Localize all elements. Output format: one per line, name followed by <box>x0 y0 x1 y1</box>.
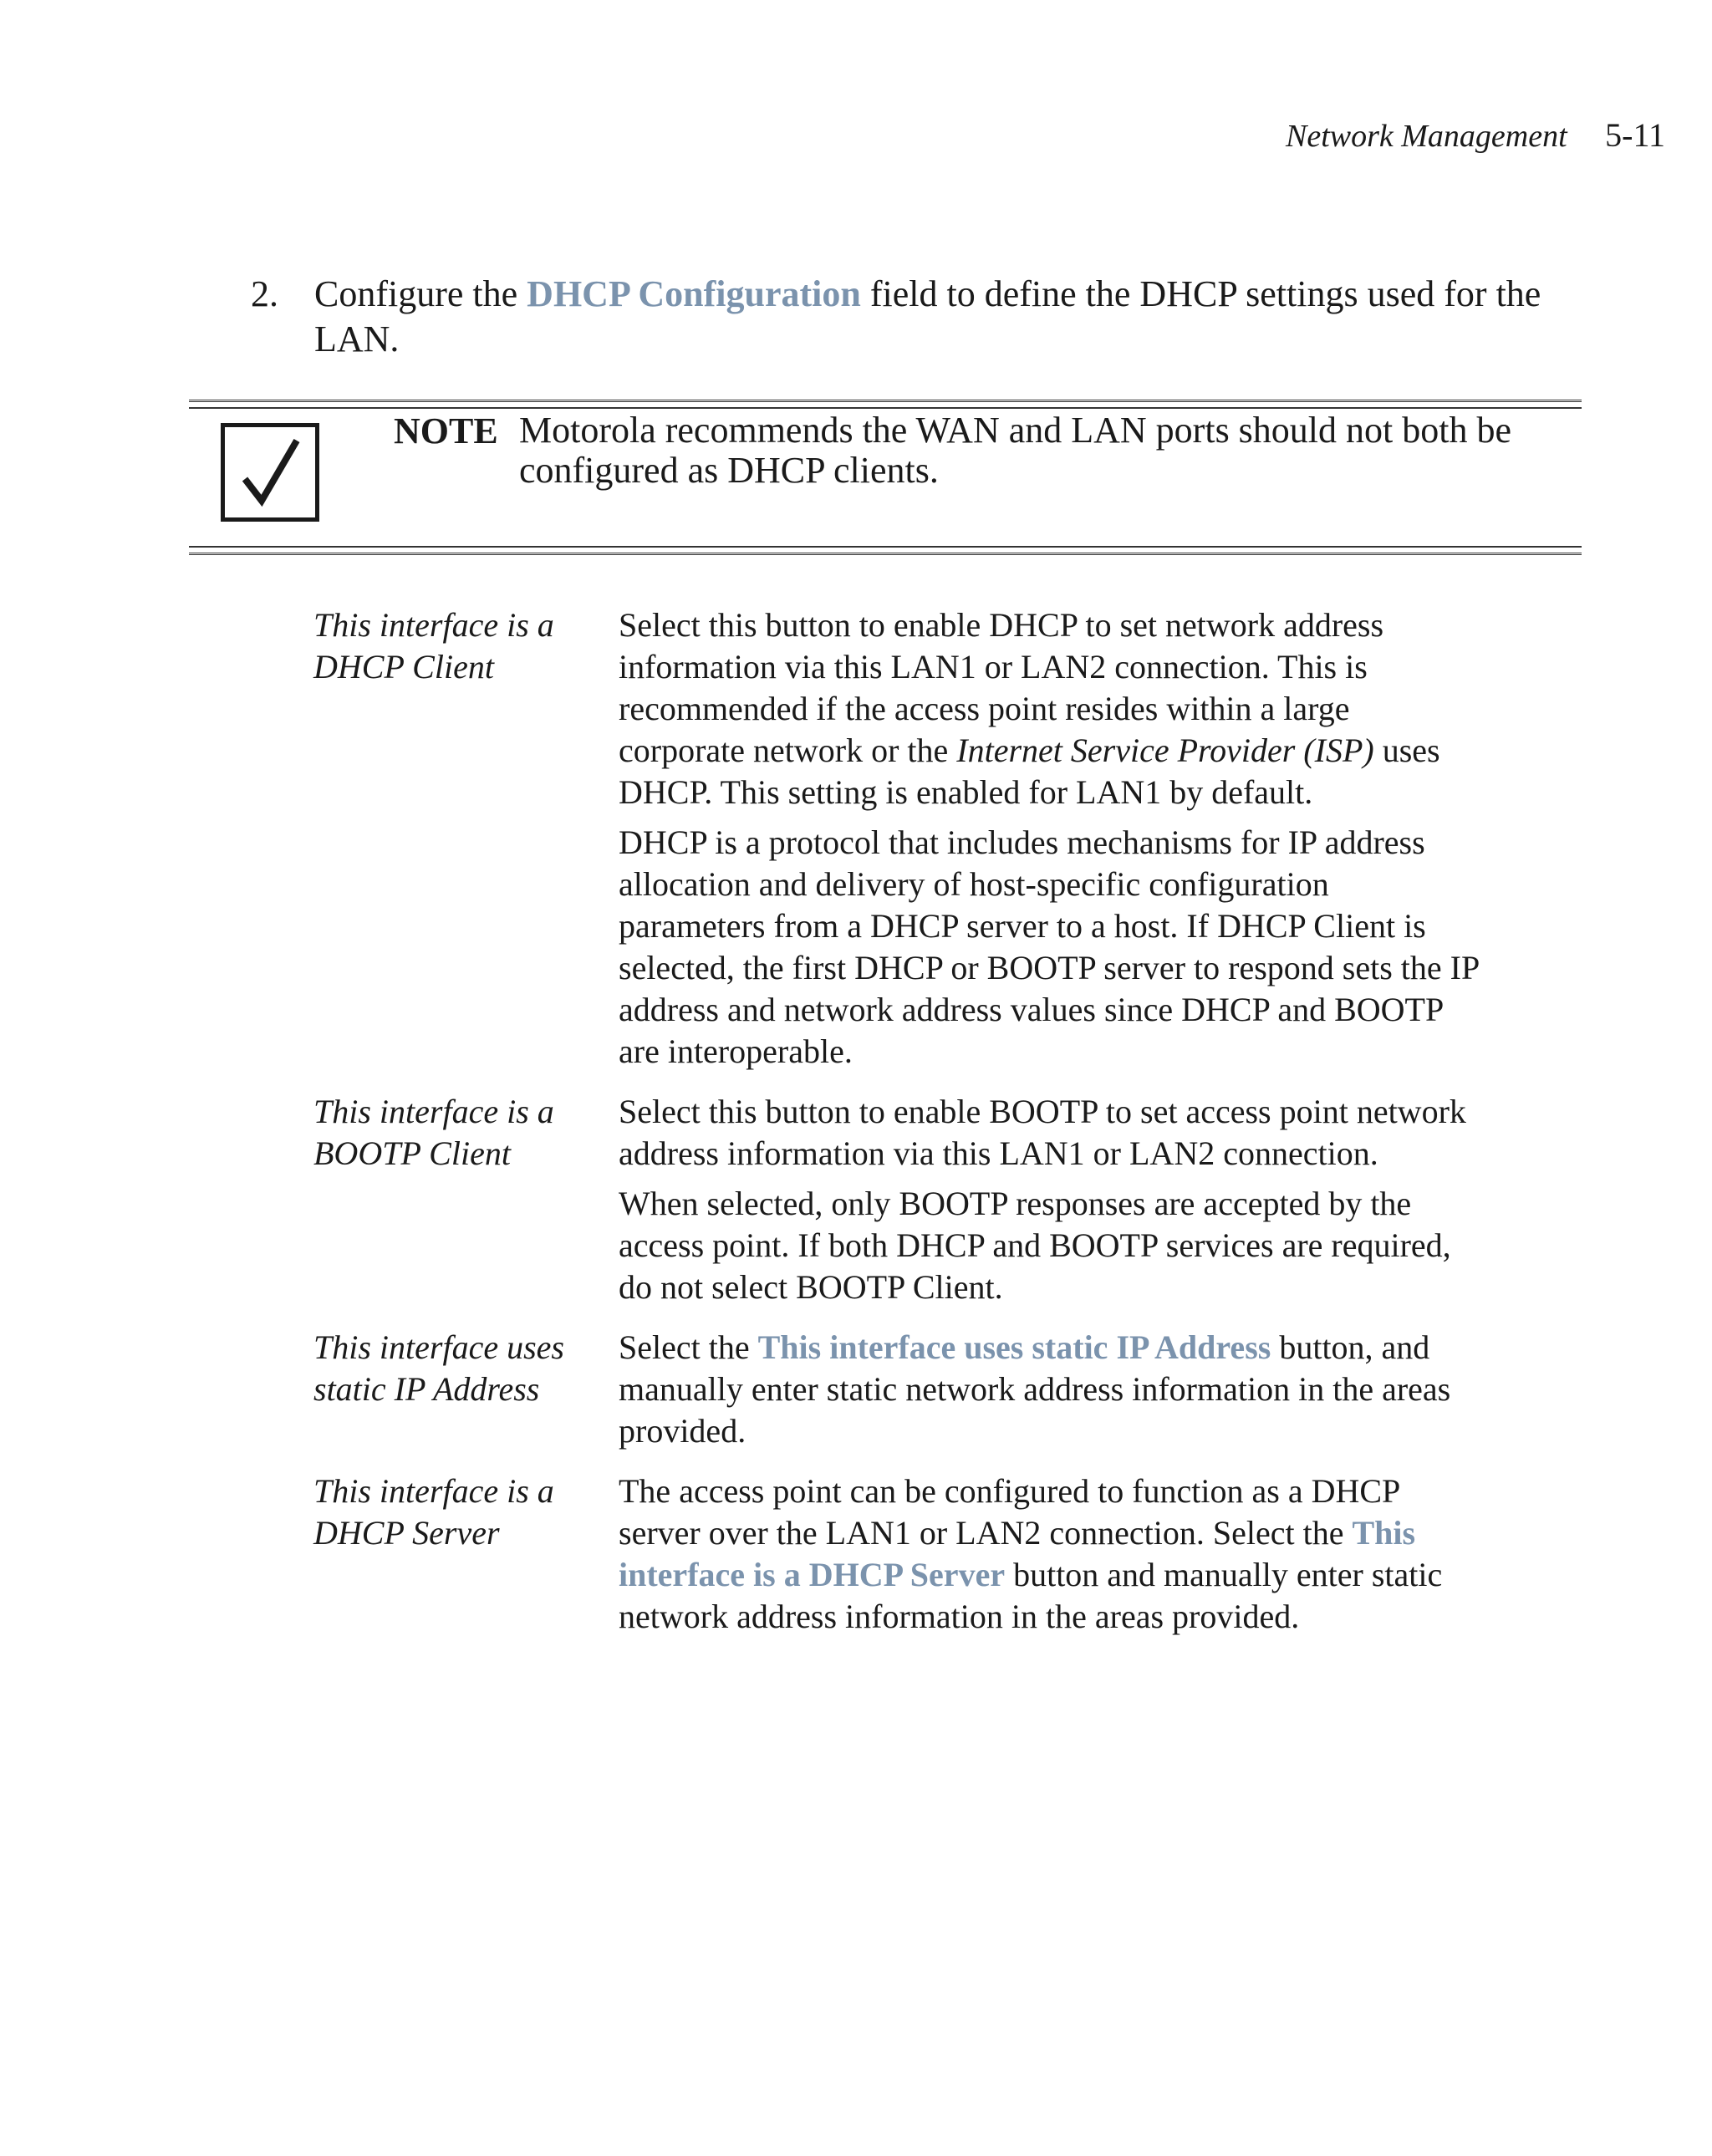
step-text <box>314 272 1588 362</box>
definition-term: This interface uses static IP Address <box>313 1328 564 1408</box>
definition-paragraph <box>619 604 1484 813</box>
definition-paragraph: DHCP is a protocol that includes mechanisms for IP address allocation and delivery of host-specific configuration parameters from a DHCP server to a host. If DHCP Client is selected, the first DHCP or BOOTP server to respond sets the IP address and network address values since DHCP and BOOTP are interoperable. <box>619 823 1479 1070</box>
definition-paragraph <box>619 1327 1484 1452</box>
definition-dhcp-server <box>313 1470 1484 1638</box>
field-name-ref: DHCP Configuration <box>527 273 861 314</box>
note-label: NOTE <box>394 410 498 451</box>
text-run: button and manually enter static network address information in the areas provided. <box>619 1556 1443 1635</box>
text-run: Select the <box>619 1328 758 1366</box>
definition-paragraph: When selected, only BOOTP responses are accepted by the access point. If both DHCP and BOOTP services are required, do not select BOOTP Client. <box>619 1185 1451 1306</box>
section-title: Network Management <box>1286 119 1567 154</box>
definition-paragraph <box>619 1470 1484 1638</box>
note-box <box>189 400 1582 555</box>
note-text: Motorola recommends the WAN and LAN ports should not both be configured as DHCP clients. <box>519 410 1512 491</box>
definition-bootp-client <box>313 1091 1484 1308</box>
text-run: button, and manually enter static network address information in the areas provided. <box>619 1328 1451 1450</box>
step-number: 2. <box>251 273 278 314</box>
step-text-after: field to define the DHCP settings used for the LAN. <box>314 273 1541 359</box>
text-run: Select this button to enable DHCP to set network address information via this LAN1 or LAN2 connection. This is recommended if the access point resides within a large corporate network or the <box>619 606 1384 769</box>
checkmark-icon <box>221 423 319 522</box>
option-definitions <box>313 604 1484 1656</box>
button-name-ref: This interface is a DHCP Server <box>619 1514 1416 1593</box>
definition-body <box>619 1470 1484 1638</box>
button-name-ref: This interface uses static IP Address <box>757 1328 1271 1366</box>
italic-term: Internet Service Provider (ISP) <box>956 731 1374 769</box>
text-run: The access point can be configured to function as a DHCP server over the LAN1 or LAN2 connection. Select the <box>619 1472 1399 1552</box>
definition-term: This interface is a DHCP Client <box>313 606 554 686</box>
definition-body <box>619 1327 1484 1452</box>
definition-dhcp-client <box>313 604 1484 1073</box>
definition-body <box>619 604 1484 1073</box>
definition-paragraph: Select this button to enable BOOTP to set access point network address information via this LAN1 or LAN2 connection. <box>619 1093 1466 1172</box>
step-2 <box>251 272 1588 362</box>
running-header <box>1286 115 1665 156</box>
definition-static-ip <box>313 1327 1484 1452</box>
definition-term: This interface is a DHCP Server <box>313 1472 554 1552</box>
step-text-before: Configure the <box>314 273 527 314</box>
definition-body <box>619 1091 1484 1308</box>
text-run: uses DHCP. This setting is enabled for LAN1 by default. <box>619 731 1440 811</box>
definition-term: This interface is a BOOTP Client <box>313 1093 554 1172</box>
page-number: 5-11 <box>1605 116 1665 154</box>
